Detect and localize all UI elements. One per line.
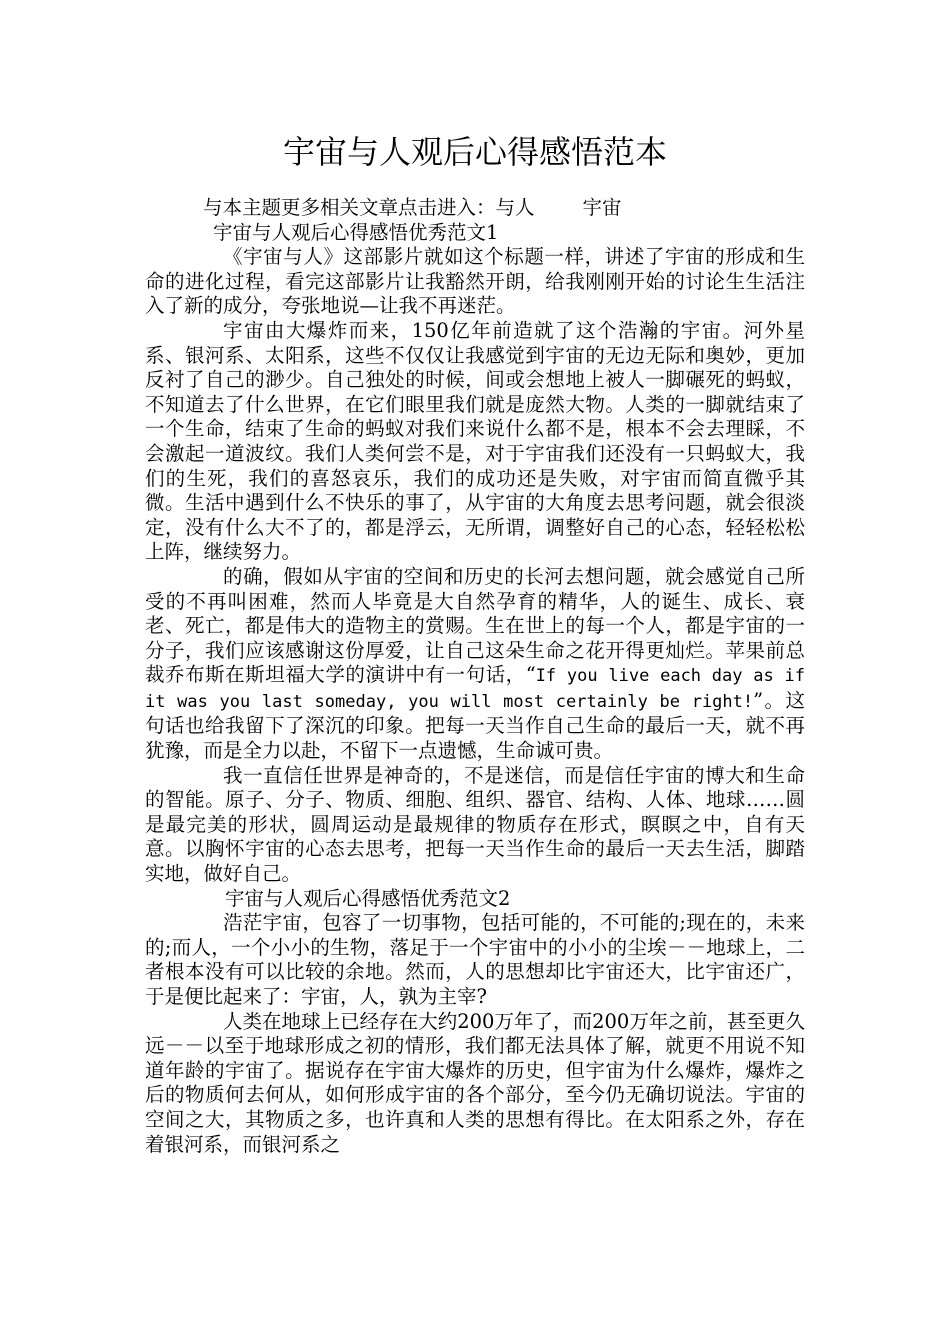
section1-paragraph-1: 《宇宙与人》这部影片就如这个标题一样，讲述了宇宙的形成和生命的进化过程，看完这部影片让我豁然开朗，给我刚刚开始的讨论生生活注入了新的成分，夸张地说—让我不再迷茫。 <box>145 245 805 318</box>
section1-paragraph-3-part-a: 的确，假如从宇宙的空间和历史的长河去想问题，就会感觉自己所受的不再叫困难，然而人毕竟是大自然孕育的精华，人的诞生、成长、衰老、死亡，都是伟大的造物主的赏赐。生在世上的每一个人，都是宇宙的一分子，我们应该感谢这份厚爱，让自己这朵生命之花开得更灿烂。苹果前总裁乔布斯在斯坦福大学的演讲中有一句话，“ <box>145 564 805 687</box>
related-prefix: 与本主题更多相关文章点击进入： <box>203 196 496 219</box>
section2-paragraph-2: 人类在地球上已经存在大约200万年了，而200万年之前，甚至更久远－－以至于地球形成之初的情形，我们都无法具体了解，就更不用说不知道年龄的宇宙了。据说存在宇宙大爆炸的历史，但宇宙为什么爆炸，爆炸之后的物质何去何从，如何形成宇宙的各个部分，至今仍无确切说法。宇宙的空间之大，其物质之多，也许真和人类的思想有得比。在太阳系之外，存在着银河系，而银河系之 <box>145 1009 805 1156</box>
section1-paragraph-3 <box>145 565 805 764</box>
related-articles-line <box>145 196 805 221</box>
related-link-yuzhou[interactable]: 宇宙 <box>582 196 622 219</box>
jobs-quote: If you live each day as if it was you last someday, you will most certainly be right! <box>145 666 805 712</box>
document-title: 宇宙与人观后心得感悟范本 <box>282 133 667 171</box>
section2-heading: 宇宙与人观后心得感悟优秀范文2 <box>225 886 511 910</box>
section2-paragraph-1: 浩茫宇宙，包容了一切事物，包括可能的，不可能的;现在的，未来的;而人，一个小小的生物，落足于一个宇宙中的小小的尘埃－－地球上，二者根本没有可以比较的余地。然而，人的思想却比宇宙还大，比宇宙还广，于是便比起来了：宇宙，人，孰为主宰? <box>145 911 805 1008</box>
section1-heading: 宇宙与人观后心得感悟优秀范文1 <box>213 220 499 244</box>
section1-paragraph-3-part-b: ”。这句话也给我留下了深沉的印象。把每一天当作自己生命的最后一天，就不再犹豫，而是全力以赴，不留下一点遗憾，生命诚可贵。 <box>145 688 805 763</box>
document-body <box>145 196 805 1157</box>
section1-paragraph-2: 宇宙由大爆炸而来，150亿年前造就了这个浩瀚的宇宙。河外星系、银河系、太阳系，这些不仅仅让我感觉到宇宙的无边无际和奥妙，更加反衬了自己的渺少。自己独处的时候，间或会想地上被人一脚碾死的蚂蚁，不知道去了什么世界，在它们眼里我们就是庞然大物。人类的一脚就结束了一个生命，结束了生命的蚂蚁对我们来说什么都不是，根本不会去理睬，不会激起一道波纹。我们人类何尝不是，对于宇宙我们还没有一只蚂蚁大，我们的生死，我们的喜怒哀乐，我们的成功还是失败，对宇宙而简直微乎其微。生活中遇到什么不快乐的事了，从宇宙的大角度去思考问题，就会很淡定，没有什么大不了的，都是浮云，无所谓，调整好自己的心态，轻轻松松上阵，继续努力。 <box>145 318 805 564</box>
section1-paragraph-4: 我一直信任世界是神奇的，不是迷信，而是信任宇宙的博大和生命的智能。原子、分子、物质、细胞、组织、器官、结构、人体、地球……圆是最完美的形状，圆周运动是最规律的物质存在形式，瞑瞑之中，自有天意。以胸怀宇宙的心态去思考，把每一天当作生命的最后一天去生活，脚踏实地，做好自己。 <box>145 763 805 886</box>
related-link-yuren[interactable]: 与人 <box>495 196 535 219</box>
